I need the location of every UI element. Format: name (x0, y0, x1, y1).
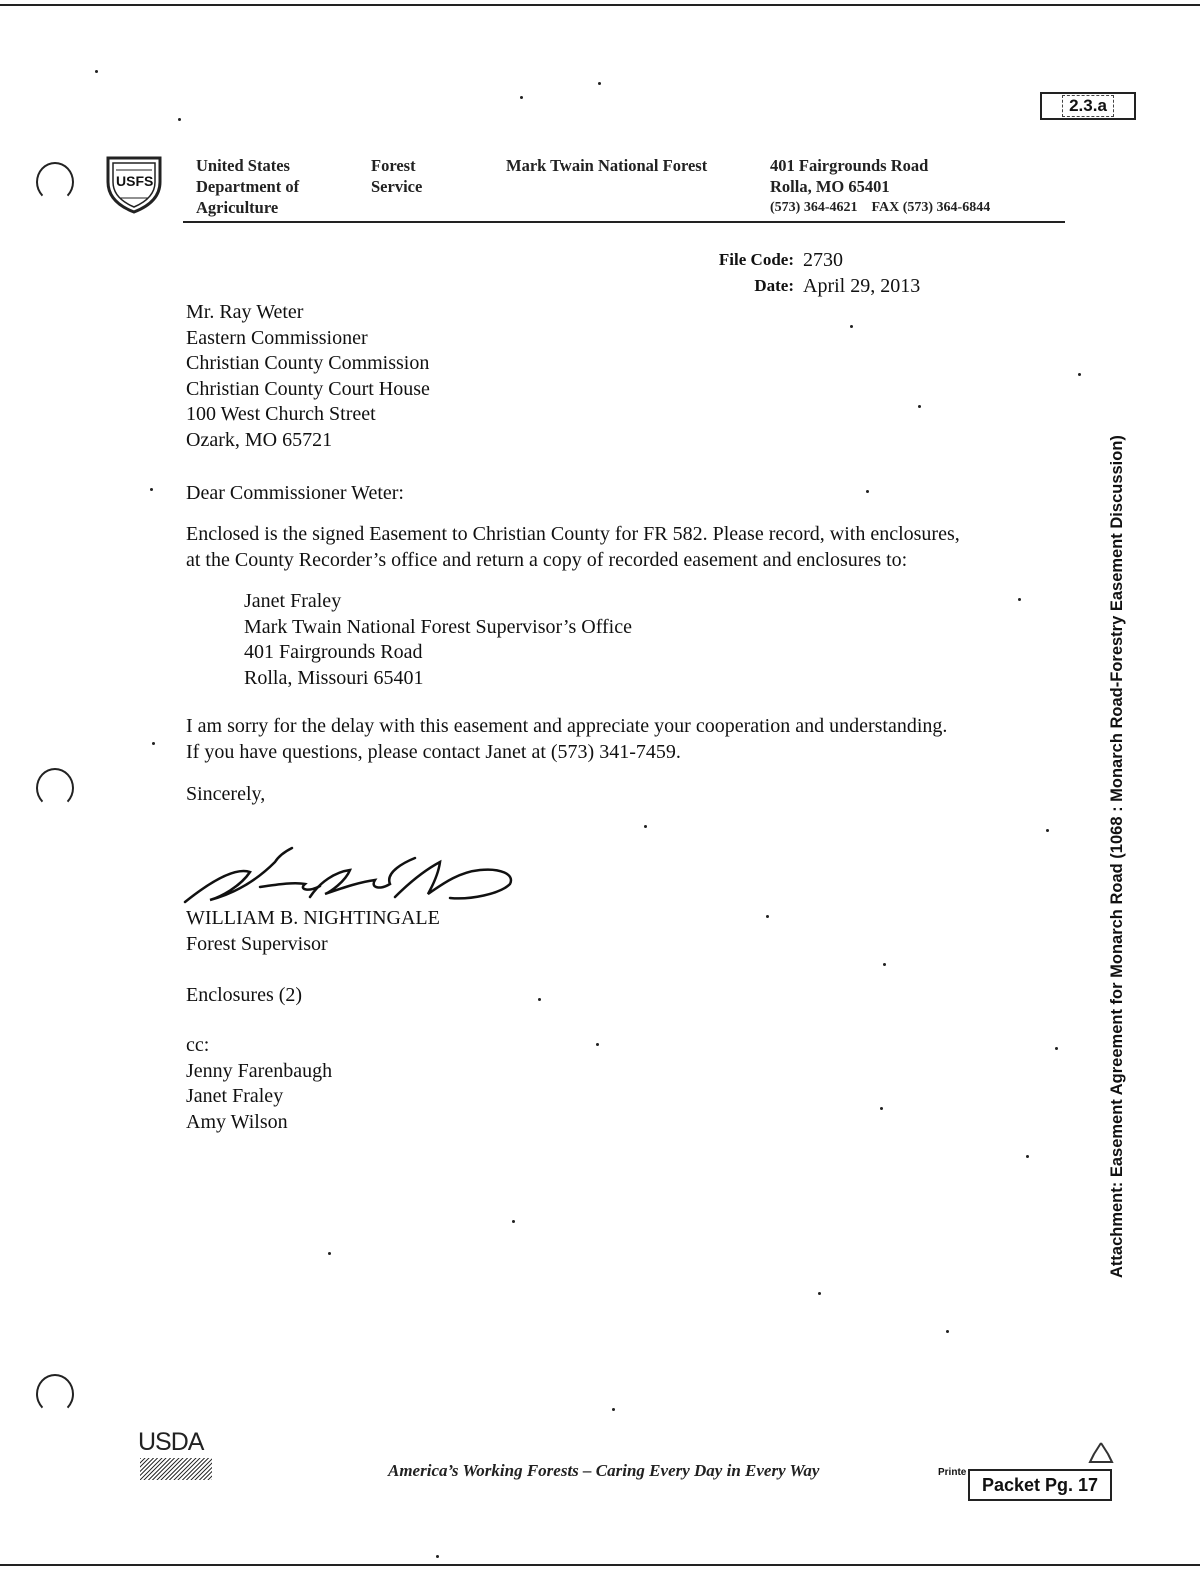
letterhead-address (770, 155, 928, 197)
letterhead-rule (183, 221, 1065, 223)
recipient-address (186, 300, 430, 453)
bottom-border-line (0, 1564, 1200, 1566)
punch-hole-middle (36, 768, 74, 808)
service-name (371, 155, 422, 197)
scan-speck (1026, 1155, 1029, 1158)
agency-line: United States (196, 156, 290, 175)
date-label: Date: (754, 276, 794, 295)
paragraph-line: I am sorry for the delay with this easement and appreciate your cooperation and understanding. (186, 715, 948, 737)
paragraph-line: at the County Recorder’s office and return a copy of recorded easement and enclosures to: (186, 548, 908, 571)
paragraph-enclosed (186, 522, 960, 573)
return-address-line: Mark Twain National Forest Supervisor’s Office (244, 615, 632, 638)
return-address-line: 401 Fairgrounds Road (244, 641, 423, 663)
scan-speck (520, 96, 523, 99)
scan-speck (918, 405, 921, 408)
paragraph-line: Enclosed is the signed Easement to Christian County for FR 582. Please record, with enclosures, (186, 523, 960, 545)
recipient-line: Christian County Commission (186, 352, 430, 374)
salutation: Dear Commissioner Weter: (186, 482, 404, 504)
recipient-line: Mr. Ray Weter (186, 301, 304, 323)
scan-speck (95, 70, 98, 73)
return-address-line: Janet Fraley (244, 590, 342, 612)
recipient-line: Ozark, MO 65721 (186, 428, 333, 451)
scan-speck (598, 82, 601, 85)
file-code-value: 2730 (803, 249, 843, 271)
service-line: Service (371, 177, 423, 196)
scan-speck (818, 1292, 821, 1295)
top-border-line (0, 4, 1200, 6)
cc-list (186, 1033, 332, 1135)
scan-speck (880, 1107, 883, 1110)
paragraph-line: If you have questions, please contact Janet at (573) 341-7459. (186, 740, 681, 763)
punch-hole-bottom (36, 1374, 74, 1414)
agency-name (196, 155, 299, 218)
enclosures-note: Enclosures (2) (186, 984, 303, 1006)
section-stamp (1040, 92, 1136, 120)
punch-hole-top (36, 162, 74, 202)
forest-unit-name: Mark Twain National Forest (506, 156, 708, 175)
recipient-line: Christian County Court House (186, 377, 430, 400)
scan-speck (178, 118, 181, 121)
return-address (244, 589, 632, 691)
signer-block (186, 906, 440, 957)
handwritten-signature (180, 842, 525, 912)
service-line: Forest (371, 156, 416, 175)
scan-speck (1018, 598, 1021, 601)
return-address-line: Rolla, Missouri 65401 (244, 666, 424, 689)
address-line: 401 Fairgrounds Road (770, 156, 929, 175)
scan-speck (850, 325, 853, 328)
phone-fax: (573) 364-4621 FAX (573) 364-6844 (770, 200, 991, 215)
scan-speck (946, 1330, 949, 1333)
scan-speck (1046, 829, 1049, 832)
shield-logo-text: USFS (116, 173, 154, 189)
scan-speck (766, 915, 769, 918)
date-value: April 29, 2013 (803, 275, 921, 297)
scan-speck (596, 1043, 599, 1046)
cc-name: Jenny Farenbaugh (186, 1059, 333, 1082)
usda-logo-landscape-icon (140, 1458, 212, 1480)
footer-motto: America’s Working Forests – Caring Every Day in Every Way (388, 1461, 820, 1480)
printed-on-recycled-label: Printe (938, 1467, 967, 1478)
agency-line: Agriculture (196, 198, 279, 217)
cc-name: Amy Wilson (186, 1110, 288, 1133)
cc-name: Janet Fraley (186, 1085, 284, 1107)
scan-speck (328, 1252, 331, 1255)
usda-logo: USDA (138, 1428, 204, 1456)
scan-speck (644, 825, 647, 828)
packet-page-number: Packet Pg. 17 (968, 1469, 1112, 1501)
scan-speck (150, 488, 153, 491)
signer-name: WILLIAM B. NIGHTINGALE (186, 907, 440, 929)
scan-speck (883, 963, 886, 966)
address-line: Rolla, MO 65401 (770, 177, 890, 196)
recipient-line: Eastern Commissioner (186, 326, 368, 349)
agency-line: Department of (196, 177, 300, 196)
file-code-label: File Code: (718, 250, 794, 269)
scan-speck (512, 1220, 515, 1223)
cc-label: cc: (186, 1034, 210, 1056)
forest-service-shield-icon (102, 152, 166, 219)
scan-speck (436, 1555, 439, 1558)
attachment-side-note: Attachment: Easement Agreement for Monarch Road (1068 : Monarch Road-Forestry Easement Discussion) (1108, 435, 1126, 1278)
paragraph-apology (186, 714, 947, 765)
section-stamp-text: 2.3.a (1062, 95, 1114, 117)
scan-speck (1078, 373, 1081, 376)
scan-speck (612, 1408, 615, 1411)
scan-speck (538, 998, 541, 1001)
scan-speck (866, 490, 869, 493)
closing: Sincerely, (186, 783, 266, 805)
scan-speck (1055, 1047, 1058, 1050)
scan-speck (152, 742, 155, 745)
signer-title: Forest Supervisor (186, 932, 328, 955)
recipient-line: 100 West Church Street (186, 403, 376, 425)
